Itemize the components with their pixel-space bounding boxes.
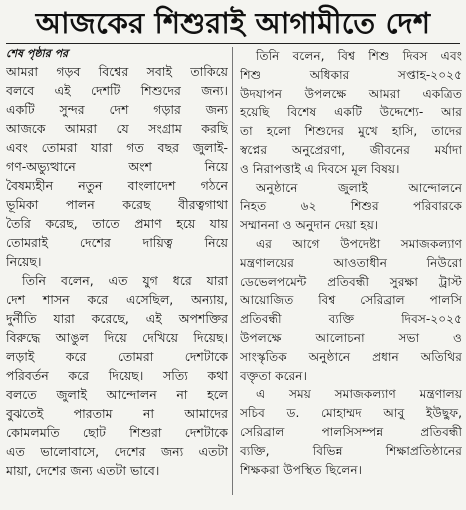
text-line: তিনি বলেন, বিশ্ব শিশু দিবস এবং [256,49,462,63]
text-line: ও নিরাপত্তাই এ দিবসে মূল বিষয়। [240,161,400,176]
text-line: নিয়েছ। [6,254,42,269]
text-line: বিরুদ্ধে আঙুল দিয়ে দেখিয়ে দিয়েছ। [6,330,228,345]
text-line: তা হলো শিশুদের মুখে হাসি, তাদের [240,124,462,139]
text-line: সাংস্কৃতিক অনুষ্ঠানে প্রধান অতিথির [240,349,462,364]
text-line: পরিবর্তন করে দিয়েছ। সত্যি কথা [6,368,228,383]
text-line: ডেভেলপমেন্ট প্রতিবন্ধী সুরক্ষা ট্রাস্ট [240,274,462,289]
text-line: ভূমিকা পালন করেছ বীরত্বগাথা [6,197,228,212]
text-line: বলতে জুলাই আন্দোলন না হলে [6,387,228,402]
text-line: গণ-অভ্যুত্থানে অংশ নিয়ে [6,159,228,174]
text-line: বুঝতেই পারতাম না আমাদের [6,406,228,421]
text-line: হয়েছি বিশেষ একটি উদ্দেশ্যে- আর [240,105,462,120]
text-line: ব্যক্তি, বিভিন্ন শিক্ষাপ্রতিষ্ঠানের [240,443,462,458]
text-line: তিনি বলেন, এত যুগ ধরে যারা [22,273,228,288]
text-line: নিহত ৬২ শিশুর পরিবারকে [240,199,462,214]
column-divider [232,47,233,495]
text-line: সচিব ড. মোহাম্মদ আবু ইউছুফ, [240,406,462,421]
text-line: এর আগে উপদেষ্টা সমাজকল্যাণ [256,236,462,251]
text-line: মন্ত্রণালয়ের আওতাধীন নিউরো [240,255,462,270]
text-line: বলবে এই দেশটি শিশুদের জন্য। [6,83,228,98]
text-line: দুর্নীতি যারা করেছে, এই অপশক্তির [6,311,228,326]
text-line: তোমরাই দেশের দায়িত্ব নিয়ে [6,235,228,250]
text-line: কোমলমতি ছোট শিশুরা দেশটাকে [6,425,228,440]
text-line: শিক্ষকরা উপস্থিত ছিলেন। [240,462,363,477]
text-line: এবং তোমরা যারা গত বছর জুলাই- [6,140,228,155]
text-line: একটি সুন্দর দেশ গড়ার জন্য [6,102,228,117]
text-line: আমরা গড়ব বিশ্বের সবাই তাকিয়ে [6,64,228,79]
text-line: প্রতিবন্ধী ব্যক্তি দিবস-২০২৫ [240,312,462,327]
text-line: তৈরি করেছ, তাতে প্রমাণ হয়ে যায় [6,216,228,231]
text-line: উপলক্ষে আলোচনা সভা ও [240,330,462,345]
text-line: মায়া, দেশের জন্য এতটা ভাবে। [6,463,160,478]
text-line: আয়োজিত বিশ্ব সেরিব্রাল পালসি [240,293,462,308]
text-line: স্বপ্নের অনুপ্রেরণা, জীবনের মর্যাদা [240,142,462,157]
text-line: সম্মাননা ও অনুদান দেয়া হয়। [240,218,379,233]
text-line: বৈষম্যহীন নতুন বাংলাদেশ গঠনে [6,178,228,193]
text-line: শিশু অধিকার সপ্তাহ-২০২৫ [240,67,462,82]
text-line: আজকে আমরা যে সংগ্রাম করছি [6,121,228,136]
text-line: এ সময় সমাজকল্যাণ মন্ত্রণালয় [256,387,462,402]
text-line: দেশ শাসন করে এসেছিল, অন্যায়, [6,292,228,307]
article-headline: আজকের শিশুরাই আগামীতে দেশ [35,6,431,40]
continuation-kicker: শেষ পৃষ্ঠার পর [6,47,69,60]
right-column [240,47,462,479]
text-line: সেরিব্রাল পালসিসম্পন্ন প্রতিবন্ধী [240,424,462,439]
text-line: উদযাপন উপলক্ষে আমরা একত্রিত [240,86,462,101]
text-line: লড়াই করে তোমরা দেশটাকে [6,349,228,364]
left-column [6,47,228,480]
headline-rule [6,43,460,44]
text-line: এত ভালোবাসে, দেশের জন্য এতটা [6,444,228,459]
text-line: বক্তৃতা করেন। [240,368,307,383]
text-line: অনুষ্ঠানে জুলাই আন্দোলনে [256,180,462,195]
